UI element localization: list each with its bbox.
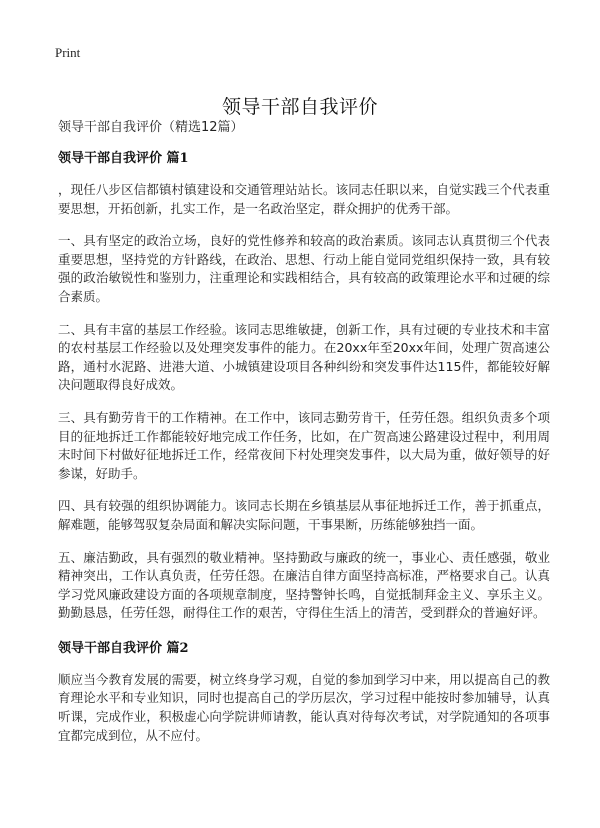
paragraph: 三、具有勤劳肯干的工作精神。在工作中，该同志勤劳肯干，任劳任怨。组织负责多个项目的征地拆迁工作都能较好地完成工作任务，比如，在广贺高速公路建设过程中，利用周末时间下村做好征地拆迁工作，经常夜间下村处理突发事件，以大局为重，做好领导的好参谋，好助手。 (58, 409, 550, 481)
paragraph: 五、廉洁勤政，具有强烈的敬业精神。坚持勤政与廉政的统一，事业心、责任感强，敬业精神突出，工作认真负责，任劳任怨。在廉洁自律方面坚持高标准，严格要求自己。认真学习党风廉政建设方面的各项规章制度，坚持警钟长鸣，自觉抵制拜金主义、享乐主义。勤勤恳恳，任劳任怨，耐得住工作的艰苦，守得住生活上的清苦，受到群众的普遍好评。 (58, 549, 550, 621)
paragraph: 四、具有较强的组织协调能力。该同志长期在乡镇基层从事征地拆迁工作，善于抓重点，解难题，能够驾驭复杂局面和解决实际问题，干事果断，历练能够独挡一面。 (58, 498, 550, 532)
document-body (58, 118, 550, 759)
section-2 (58, 639, 550, 745)
paragraph: 二、具有丰富的基层工作经验。该同志思维敏捷，创新工作，具有过硬的专业技术和丰富的农村基层工作经验以及处理突发事件的能力。在20xx年至20xx年间，处理广贺高速公路，通村水泥路、进港大道、小城镇建设项目各种纠纷和突发事件达115件，都能较好解决问题取得良好成效。 (58, 321, 550, 393)
section-heading: 领导干部自我评价 篇1 (58, 151, 189, 166)
paragraph: ，现任八步区信都镇村镇建设和交通管理站站长。该同志任职以来，自觉实践三个代表重要思想，开拓创新，扎实工作，是一名政治坚定，群众拥护的优秀干部。 (58, 182, 550, 216)
page-title: 领导干部自我评价 (221, 95, 378, 118)
document-subtitle: 领导干部自我评价（精选12篇） (58, 120, 244, 135)
print-link[interactable]: Print (55, 45, 81, 60)
paragraph: 顺应当今教育发展的需要，树立终身学习观，自觉的参加到学习中来，用以提高自己的教育理论水平和专业知识，同时也提高自己的学历层次，学习过程中能按时参加辅导，认真听课，完成作业，积极虚心向学院讲师请教，能认真对待每次考试，对学院通知的各项事宜都完成到位，从不应付。 (58, 671, 550, 743)
paragraph: 一、具有坚定的政治立场，良好的党性修养和较高的政治素质。该同志认真贯彻三个代表重要思想，坚持党的方针路线，在政治、思想、行动上能自觉同党组织保持一致，具有较强的政治敏锐性和鉴别力，注重理论和实践相结合，具有较高的政策理论水平和过硬的综合素质。 (58, 233, 550, 304)
section-heading: 领导干部自我评价 篇2 (58, 640, 189, 656)
section-1 (58, 149, 550, 623)
